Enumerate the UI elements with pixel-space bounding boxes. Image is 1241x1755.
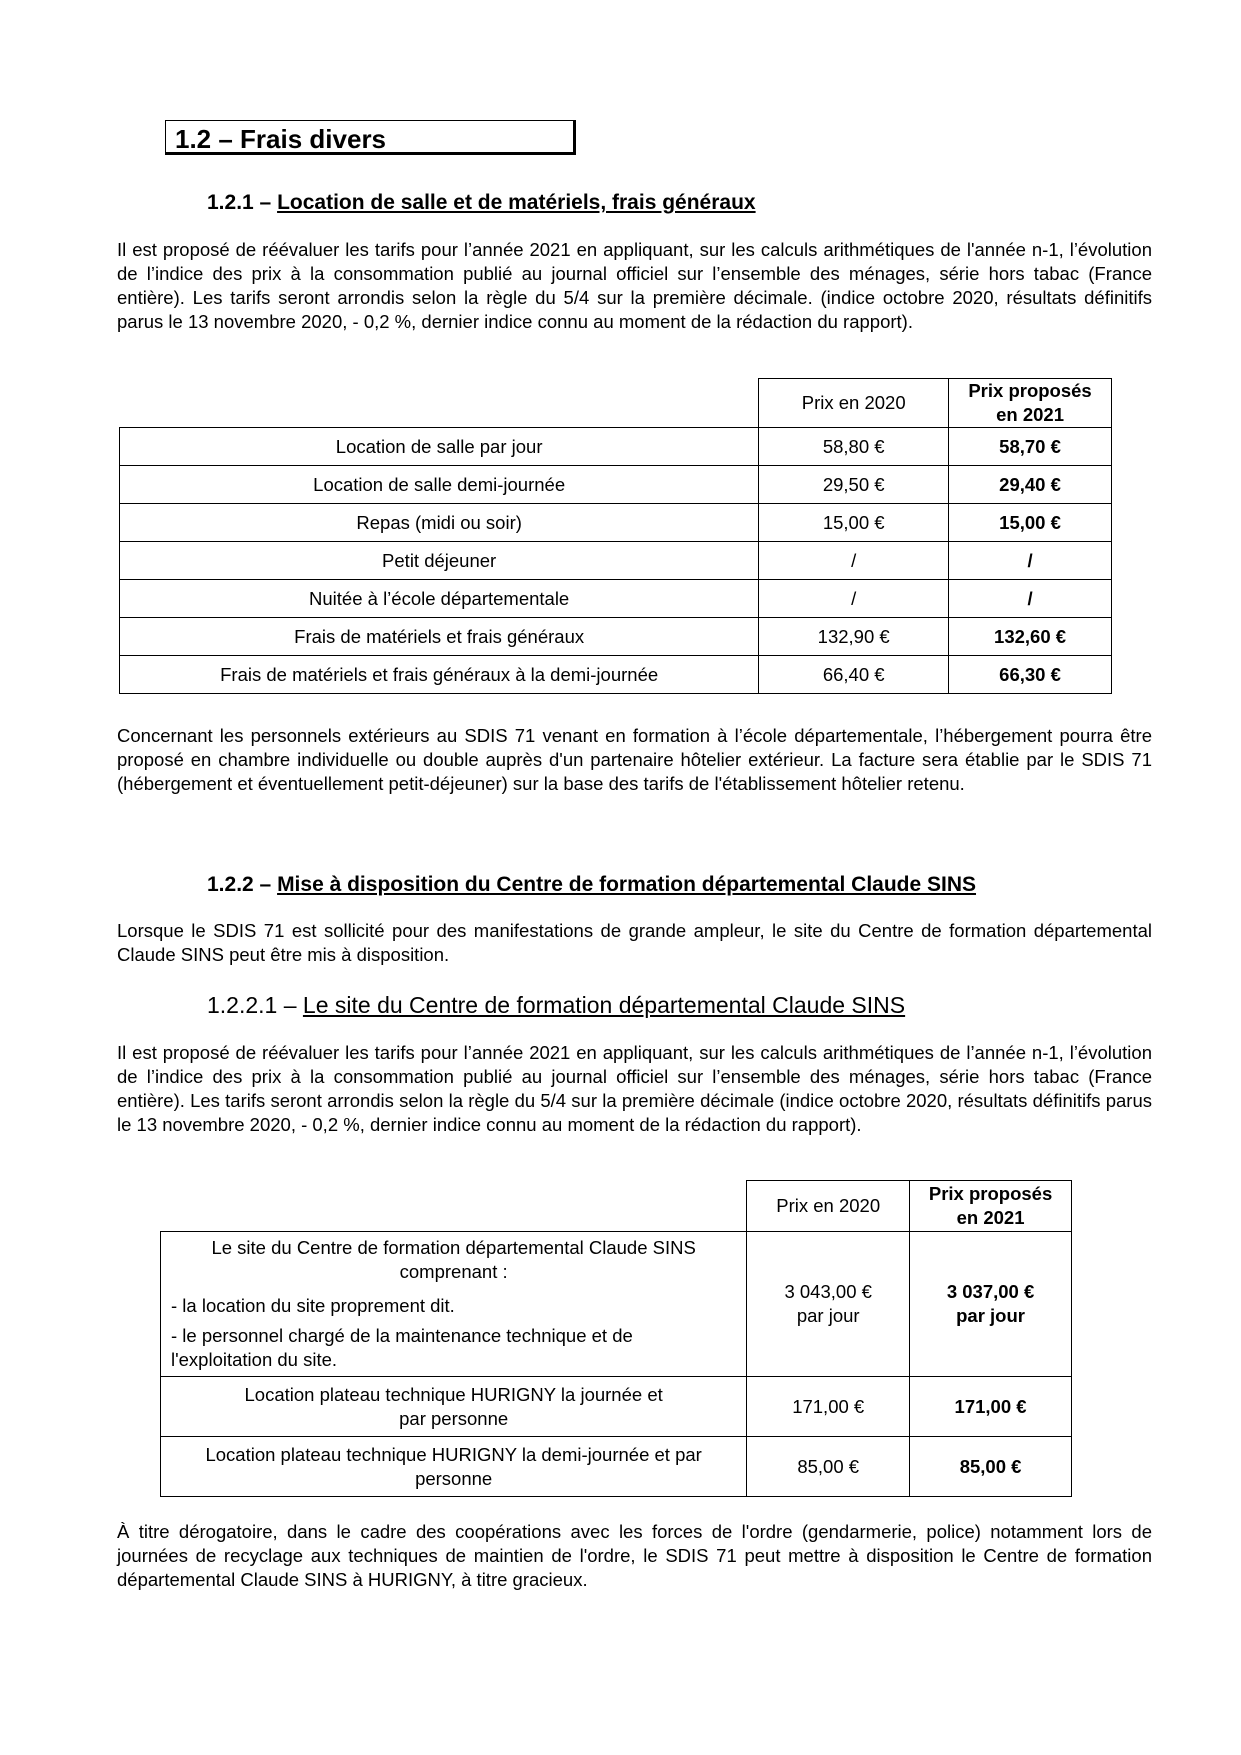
row-label-line2: personne xyxy=(415,1467,493,1489)
row-price-2020 xyxy=(747,1232,910,1377)
row-price-2020: 15,00 € xyxy=(759,504,949,542)
row-price-2020: / xyxy=(759,580,949,618)
row-label: Petit déjeuner xyxy=(120,542,759,580)
row-price-2020-line2: par jour xyxy=(796,1305,860,1326)
table-header-empty xyxy=(161,1181,747,1232)
paragraph-1-2-1-accommodation: Concernant les personnels extérieurs au SDIS 71 venant en formation à l’école départementale, l’hébergement pourra être proposé en chambre individuelle ou double auprès d'un partenaire hôtelier extérieur. La facture sera établie par le SDIS 71 (hébergement et éventuellement petit-déjeuner) sur la base des tarifs de l'établissement hôtelier retenu. xyxy=(117,725,1152,794)
table-row xyxy=(161,1377,1072,1437)
row-price-2020: 29,50 € xyxy=(759,466,949,504)
row-price-2021 xyxy=(910,1232,1072,1377)
row-price-2021: 85,00 € xyxy=(910,1437,1072,1497)
heading-1-2-2-number: 1.2.2 – xyxy=(207,873,278,896)
row-price-2021: 66,30 € xyxy=(949,656,1112,694)
section-title-box xyxy=(165,120,576,155)
row-label: Location de salle demi-journée xyxy=(120,466,759,504)
table-row xyxy=(120,428,1112,466)
heading-1-2-1 xyxy=(207,191,756,215)
header-price-2021-line1: Prix proposés xyxy=(968,380,1092,401)
row-price-2020: 85,00 € xyxy=(747,1437,910,1497)
table-row xyxy=(120,618,1112,656)
row-label xyxy=(161,1377,747,1437)
row-price-2021-line2: par jour xyxy=(956,1305,1025,1326)
tariff-table-rooms xyxy=(119,378,1112,694)
row-label-line1: Le site du Centre de formation départemental Claude SINS xyxy=(211,1237,696,1258)
row-price-2020: / xyxy=(759,542,949,580)
table-row xyxy=(161,1232,1072,1377)
table-row xyxy=(120,656,1112,694)
row-label xyxy=(161,1232,747,1377)
table-row xyxy=(120,504,1112,542)
header-price-2020: Prix en 2020 xyxy=(747,1181,910,1232)
header-price-2021-line2: en 2021 xyxy=(956,1207,1025,1228)
heading-1-2-2-1-title: Le site du Centre de formation départemental Claude SINS xyxy=(302,992,906,1018)
row-label: Location de salle par jour xyxy=(120,428,759,466)
table-row xyxy=(161,1437,1072,1497)
row-label-line5: l'exploitation du site. xyxy=(171,1349,338,1370)
row-price-2021: 58,70 € xyxy=(949,428,1112,466)
header-price-2020: Prix en 2020 xyxy=(759,379,949,428)
row-label-line2: comprenant : xyxy=(399,1261,508,1282)
row-label-line4: - le personnel chargé de la maintenance technique et de xyxy=(171,1325,633,1346)
row-price-2021: 171,00 € xyxy=(910,1377,1072,1437)
row-label: Frais de matériels et frais généraux xyxy=(120,618,759,656)
table-row xyxy=(120,542,1112,580)
row-price-2020: 171,00 € xyxy=(747,1377,910,1437)
row-label: Nuitée à l’école départementale xyxy=(120,580,759,618)
row-label-line1: Location plateau technique HURIGNY la journée et xyxy=(244,1383,663,1405)
header-price-2021 xyxy=(910,1181,1072,1232)
table-row xyxy=(120,580,1112,618)
heading-1-2-1-number: 1.2.1 – xyxy=(207,191,278,214)
row-label: Frais de matériels et frais généraux à la demi-journée xyxy=(120,656,759,694)
header-price-2021 xyxy=(949,379,1112,428)
heading-1-2-2 xyxy=(207,873,976,897)
row-price-2020: 66,40 € xyxy=(759,656,949,694)
table-header-row xyxy=(161,1181,1072,1232)
row-label-line1: Location plateau technique HURIGNY la demi-journée et par xyxy=(205,1443,702,1465)
row-price-2021-line1: 3 037,00 € xyxy=(946,1281,1035,1302)
row-price-2021: 132,60 € xyxy=(949,618,1112,656)
row-price-2020: 132,90 € xyxy=(759,618,949,656)
header-price-2021-line2: en 2021 xyxy=(996,404,1064,425)
row-label-line2: par personne xyxy=(399,1407,509,1429)
tariff-table-site xyxy=(160,1180,1072,1497)
heading-1-2-2-1-number: 1.2.2.1 – xyxy=(207,992,303,1018)
row-price-2021: 15,00 € xyxy=(949,504,1112,542)
table-row xyxy=(120,466,1112,504)
row-label: Repas (midi ou soir) xyxy=(120,504,759,542)
section-title: 1.2 – Frais divers xyxy=(175,124,387,154)
row-price-2020: 58,80 € xyxy=(759,428,949,466)
paragraph-1-2-1-intro: Il est proposé de réévaluer les tarifs pour l’année 2021 en appliquant, sur les calculs arithmétiques de l'année n-1, l’évolution de l’indice des prix à la consommation publié au journal officiel sur l’ensemble des ménages, série hors tabac (France entière). Les tarifs seront arrondis selon la règle du 5/4 sur la première décimale. (indice octobre 2020, résultats définitifs parus le 13 novembre 2020, - 0,2 %, dernier indice connu au moment de la rédaction du rapport). xyxy=(117,239,1152,332)
row-label xyxy=(161,1437,747,1497)
paragraph-1-2-2-1-derogation: À titre dérogatoire, dans le cadre des coopérations avec les forces de l'ordre (gendarmerie, police) notamment lors de journées de recyclage aux techniques de maintien de l'ordre, le SDIS 71 peut mettre à disposition le Centre de formation départemental Claude SINS à HURIGNY, à titre gracieux. xyxy=(117,1521,1152,1590)
row-price-2021: / xyxy=(949,542,1112,580)
paragraph-1-2-2-1-intro: Il est proposé de réévaluer les tarifs pour l’année 2021 en appliquant, sur les calculs arithmétiques de l’année n-1, l’évolution de l’indice des prix à la consommation publié au journal officiel sur l’ensemble des ménages, série hors tabac (France entière). Les tarifs seront arrondis selon la règle du 5/4 sur la première décimale (indice octobre 2020, résultats définitifs parus le 13 novembre 2020, - 0,2 %, dernier indice connu au moment de la rédaction du rapport). xyxy=(117,1042,1152,1135)
row-price-2021: 29,40 € xyxy=(949,466,1112,504)
table-header-empty xyxy=(120,379,759,428)
row-label-line3: - la location du site proprement dit. xyxy=(171,1295,455,1316)
header-price-2021-line1: Prix proposés xyxy=(928,1183,1053,1204)
table-header-row xyxy=(120,379,1112,428)
heading-1-2-2-1 xyxy=(207,992,905,1019)
paragraph-1-2-2-intro: Lorsque le SDIS 71 est sollicité pour des manifestations de grande ampleur, le site du Centre de formation départemental Claude SINS peut être mis à disposition. xyxy=(117,920,1152,965)
row-price-2021: / xyxy=(949,580,1112,618)
row-price-2020-line1: 3 043,00 € xyxy=(784,1281,872,1302)
heading-1-2-1-title: Location de salle et de matériels, frais généraux xyxy=(277,191,756,214)
heading-1-2-2-title: Mise à disposition du Centre de formation départemental Claude SINS xyxy=(277,873,977,896)
